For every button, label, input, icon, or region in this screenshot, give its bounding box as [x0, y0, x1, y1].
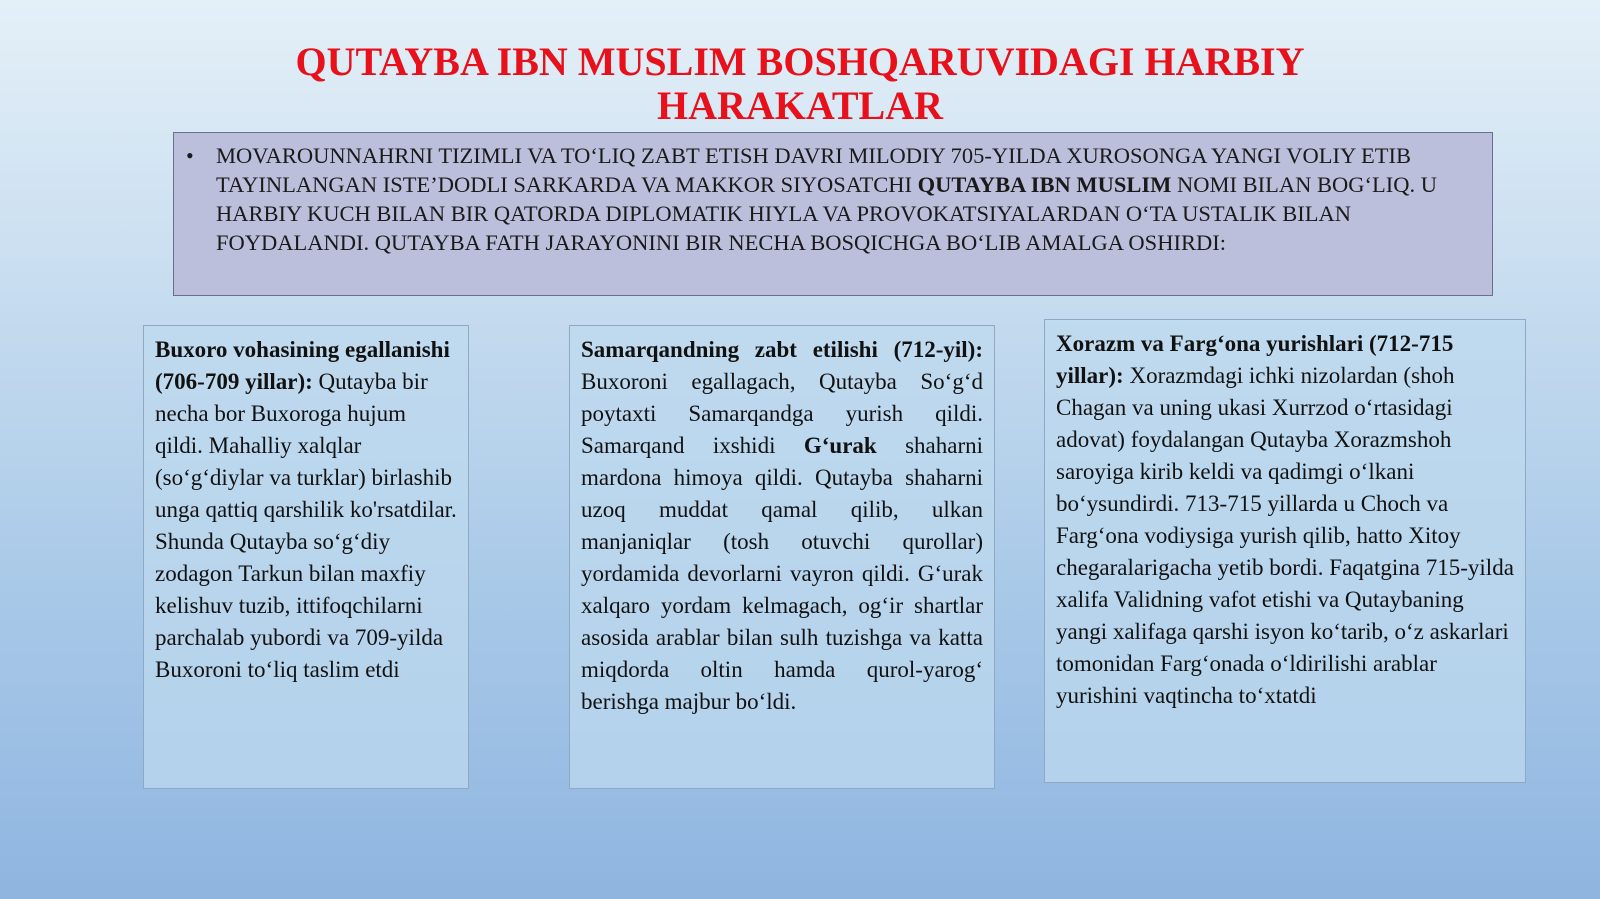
- khorezm-body: Xorazmdagi ichki nizolardan (shoh Chagan va uning ukasi Xurrzod o‘rtasidagi adovat) foydalangan Qutayba Xorazmshoh saroyiga kirib keldi va qadimgi o‘lkani bo‘ysundirdi. 713-715 yillarda u Choch va Farg‘ona vodiysiga yurish qilib, hatto Xitoy chegaralarigacha yetib bordi. Faqatgina 715-yilda xalifa Validning vafot etishi va Qutaybaning yangi xalifaga qarshi isyon ko‘tarib, o‘z askarlari tomonidan Farg‘onada o‘ldirilishi arablar yurishini vaqtincha to‘xtatdi: [1056, 363, 1514, 708]
- intro-text: [216, 141, 1478, 257]
- intro-text-after: NOMI BILAN BOG‘LIQ. U HARBIY KUCH BILAN BIR QATORDA DIPLOMATIK HIYLA VA PROVOKATSIYALARDAN O‘TA USTALIK BILAN FOYDALANDI. QUTAYBA FATH JARAYONINI BIR NECHA BOSQICHGA BO‘LIB AMALGA OSHIRDI:: [216, 172, 1437, 255]
- bukhara-box: [143, 325, 469, 789]
- bukhara-body: Qutayba bir necha bor Buxoroga hujum qildi. Mahalliy xalqlar (so‘g‘diylar va turklar) birlashib unga qattiq qarshilik ko'rsatdilar. Shunda Qutayba so‘g‘diy zodagon Tarkun bilan maxfiy kelishuv tuzib, ittifoqchilarni parchalab yubordi va 709-yilda Buxoroni to‘liq taslim etdi: [155, 369, 457, 682]
- samarkand-box: [569, 325, 995, 789]
- intro-box: [173, 132, 1493, 296]
- slide-title: QUTAYBA IBN MUSLIM BOSHQARUVIDAGI HARBIY HARAKATLAR: [295, 39, 1305, 128]
- samarkand-body-after: shaharni mardona himoya qildi. Qutayba shaharni uzoq muddat qamal qilib, ulkan manjaniqlar (tosh otuvchi qurollar) yordamida devorlarni vayron qildi. G‘urak xalqaro yordam kelmagach, og‘ir shartlar asosida arablar bilan sulh tuzishga va katta miqdorda oltin hamda qurol-yarog‘ berishga majbur bo‘ldi.: [581, 433, 984, 714]
- samarkand-body-before: Buxoroni egallagach, Qutayba So‘g‘d poytaxti Samarqandga yurish qildi. Samarqand ixshidi: [581, 369, 983, 458]
- khorezm-fergana-box: [1044, 319, 1526, 783]
- samarkand-heading: Samarqandning zabt etilishi (712-yil):: [581, 337, 983, 362]
- intro-bold-name: QUTAYBA IBN MUSLIM: [917, 172, 1172, 197]
- bullet-icon: •: [186, 143, 194, 168]
- samarkand-bold-name: G‘urak: [803, 433, 877, 458]
- bukhara-heading: Buxoro vohasining egallanishi (706-709 yillar):: [155, 337, 450, 394]
- intro-text-before: MOVAROUNNAHRNI TIZIMLI VA TO‘LIQ ZABT ETISH DAVRI MILODIY 705-YILDA XUROSONGA YANGI VOLIY ETIB TAYINLANGAN ISTE’DODLI SARKARDA VA MAKKOR SIYOSATCHI: [216, 143, 1411, 197]
- khorezm-heading: Xorazm va Farg‘ona yurishlari (712-715 yillar):: [1056, 331, 1454, 388]
